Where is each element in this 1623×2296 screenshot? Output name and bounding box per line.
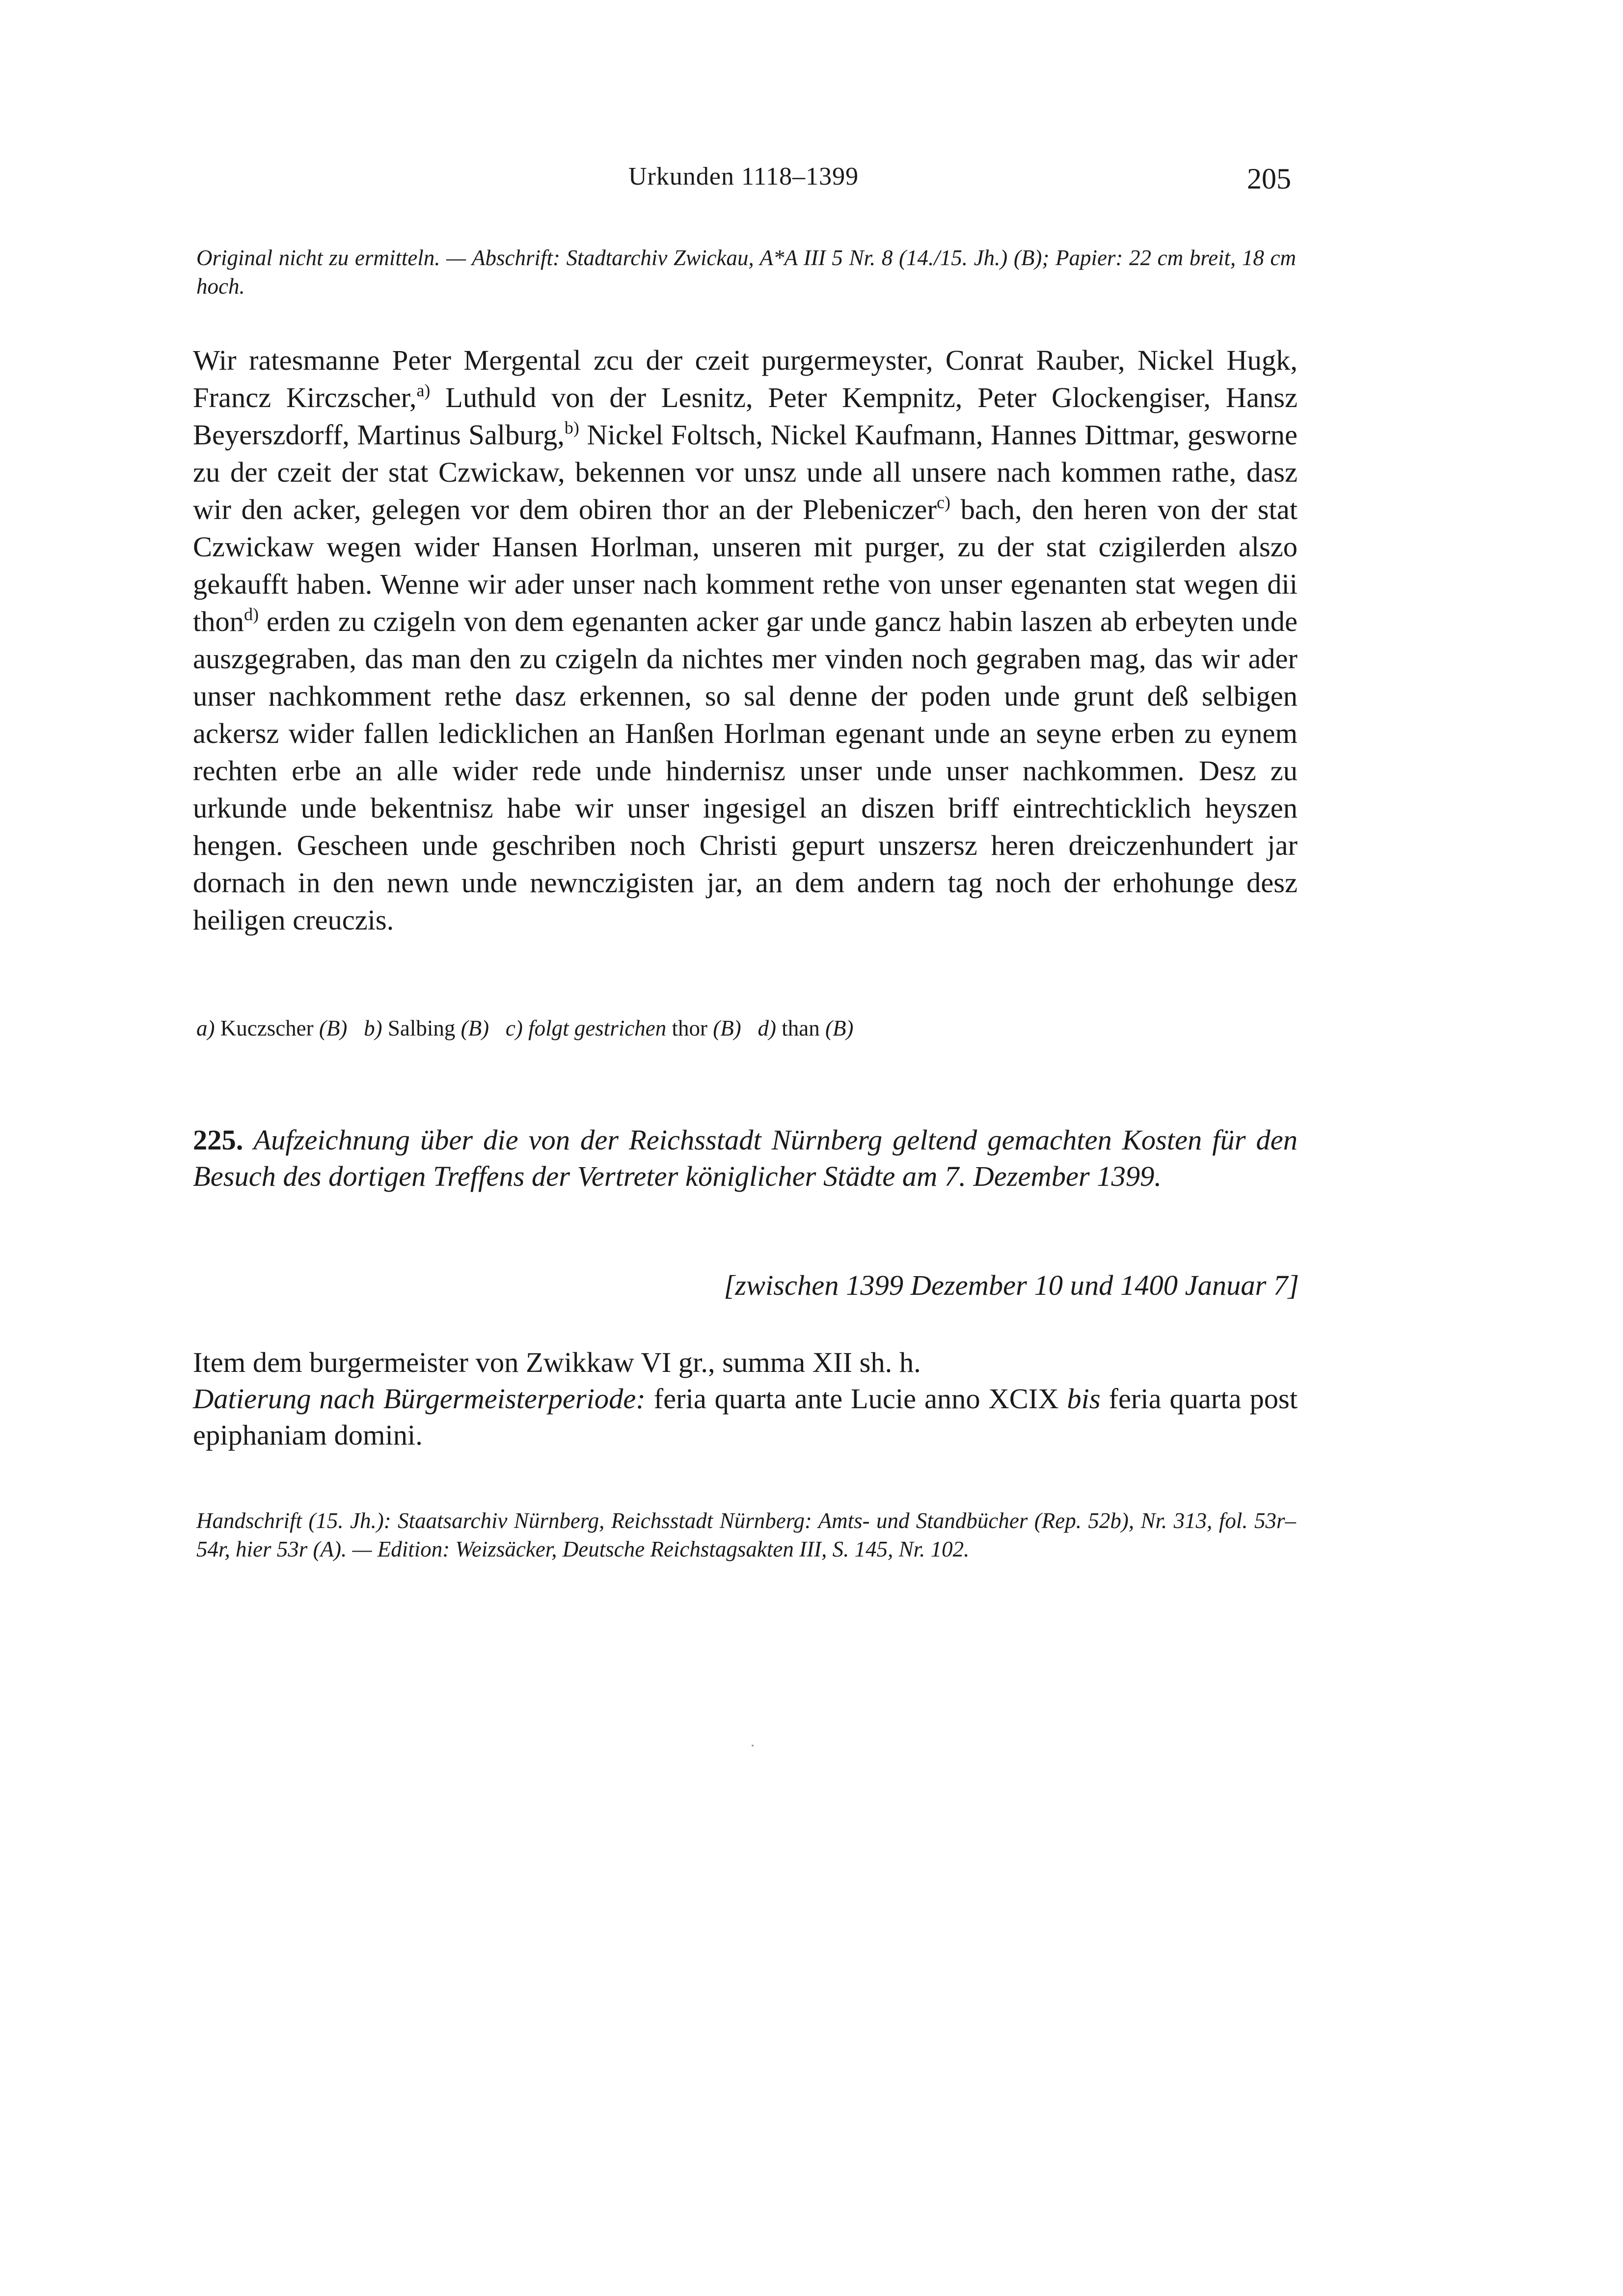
- variant-b-text: Salbing: [387, 1016, 456, 1040]
- charter-text-part: erden zu czigeln von dem egenanten acker gar unde gancz habin laszen ab erbeyten unde auszgegraben, das man den zu czigeln da nichtes mer vinden noch gegraben mag, das wir ader unser nachkomment rethe dasz erkennen, so sal denne der poden unde grunt deß selbigen ackersz wider fallen ledicklichen an Hanßen Horlman egenant unde an seyne erben zu eynem rechten erbe an alle wider rede unde hindernisz unser unde unser nachkommen. Desz zu urkunde unde bekentnisz habe wir unser ingesigel an diszen briff eintrechticklich heyszen hengen. Gescheen unde geschriben noch Christi gepurt unszersz heren dreiczenhundert jar dornach in den newn unde newnczigisten jar, an dem andern tag noch der erhohunge desz heiligen creuczis.: [193, 605, 1298, 936]
- manuscript-note: Handschrift (15. Jh.): Staatsarchiv Nürnberg, Reichsstadt Nürnberg: Amts- und Standbücher (Rep. 52b), Nr. 313, fol. 53r–54r, hier 53r (A). — Edition: Weizsäcker, Deutsche Reichstagsakten III, S. 145, Nr. 102.: [196, 1508, 1296, 1561]
- charter-text-part: Nickel Foltsch, Nickel Kaufmann, Hannes Dittmar, gesworne zu der czeit der stat Czwickaw, bekennen vor unsz unde all unsere nach kommen rathe, dasz wir den acker, gelegen vor dem obiren thor an der Plebeniczer: [193, 419, 1298, 525]
- charter-text-part: bach, den heren von der stat Czwickaw wegen wider Hansen Horlman, unseren mit purger, zu der stat czigilerden alszo gekaufft haben. Wenne wir ader unser nach komment rethe von unser egenanten stat wegen dii thon: [193, 493, 1298, 637]
- entry-heading: [193, 1122, 1298, 1195]
- variant-a-text: Kuczscher: [220, 1016, 314, 1040]
- variant-c-text: thor: [672, 1016, 708, 1040]
- entry-title: Aufzeichnung über die von der Reichsstadt Nürnberg geltend gemachten Kosten für den Besuch des dortigen Treffens der Vertreter königlicher Städte am 7. Dezember 1399.: [193, 1124, 1298, 1192]
- variant-b-label: b): [364, 1016, 382, 1040]
- page-number: 205: [1247, 163, 1291, 195]
- entry-number: 225.: [193, 1124, 243, 1156]
- variant-notes: [196, 1015, 853, 1041]
- footnote-marker-d: d): [244, 604, 259, 624]
- running-head: Urkunden 1118–1399: [628, 163, 859, 191]
- variant-d-text: than: [782, 1016, 820, 1040]
- variant-c-label: c): [505, 1016, 523, 1040]
- charter-text-part: Luthuld von der Lesnitz, Peter Kempnitz, Peter Glockengiser, Hansz Beyerszdorff, Martinus Salburg,: [193, 382, 1298, 451]
- variant-c-source: (B): [713, 1016, 741, 1040]
- datierung-text: feria quarta post epiphaniam domini.: [193, 1383, 1298, 1451]
- entry-date: [zwischen 1399 Dezember 10 und 1400 Januar 7]: [724, 1269, 1299, 1301]
- entry-item-text: Item dem burgermeister von Zwikkaw VI gr., summa XII sh. h.: [193, 1346, 921, 1378]
- scan-speck: [752, 1745, 754, 1747]
- datierung-text: feria quarta ante Lucie anno XCIX: [645, 1383, 1067, 1415]
- footnote-marker-b: b): [564, 418, 579, 437]
- variant-d-label: d): [757, 1016, 776, 1040]
- footnote-marker-c: c): [936, 492, 950, 512]
- variant-a-label: a): [196, 1016, 215, 1040]
- footnote-marker-a: a): [416, 381, 431, 400]
- charter-text-part: Wir ratesmanne Peter Mergental zcu der czeit purgermeyster, Conrat Rauber, Nickel Hugk, Francz Kirczscher,: [193, 344, 1298, 413]
- source-note: Original nicht zu ermitteln. — Abschrift: Stadtarchiv Zwickau, A*A III 5 Nr. 8 (14./15. Jh.) (B); Papier: 22 cm breit, 18 cm hoch.: [196, 246, 1296, 299]
- datierung-bis: bis: [1067, 1383, 1101, 1415]
- variant-c-note: folgt gestrichen: [528, 1016, 667, 1040]
- datierung-label: Datierung nach Bürgermeisterperiode:: [193, 1383, 646, 1415]
- datierung: [193, 1381, 1298, 1453]
- charter-text: [193, 342, 1298, 939]
- variant-b-source: (B): [460, 1016, 489, 1040]
- variant-a-source: (B): [319, 1016, 348, 1040]
- variant-d-source: (B): [825, 1016, 854, 1040]
